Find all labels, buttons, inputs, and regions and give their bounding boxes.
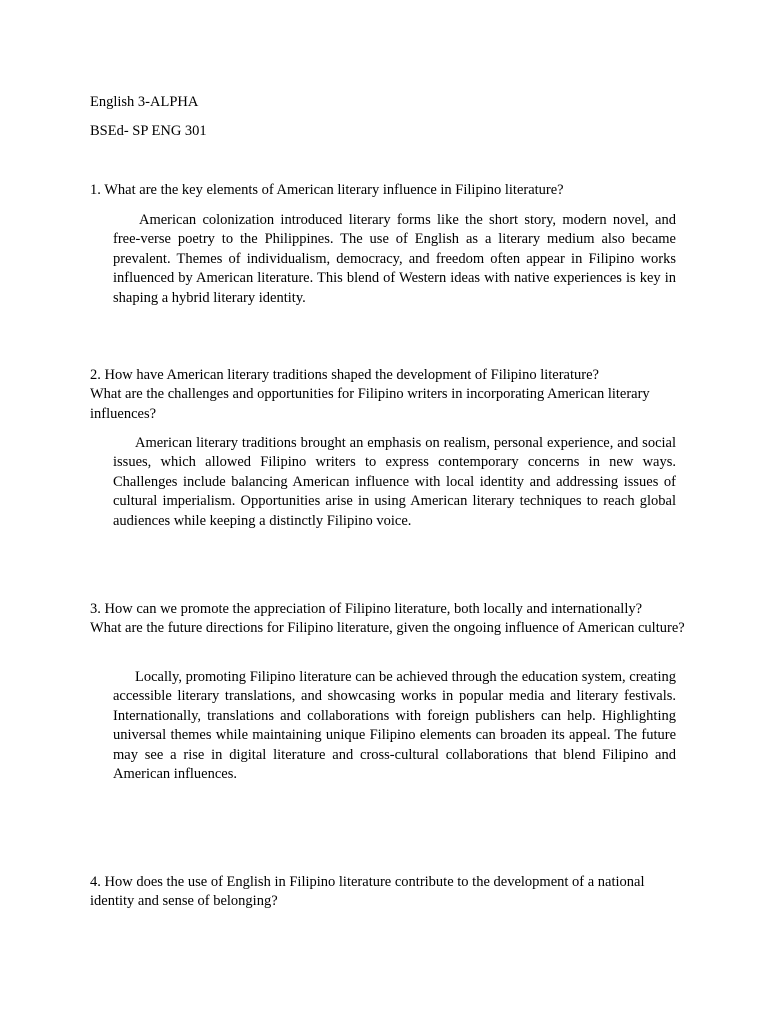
question-2 — [90, 366, 690, 424]
question-2-line-1: 2. How have American literary traditions shaped the development of Filipino literature? — [90, 367, 599, 383]
course-line: English 3-ALPHA — [90, 94, 199, 110]
answer-2: American literary traditions brought an emphasis on realism, personal experience, and social issues, which allowed Filipino writers to express contemporary concerns in new ways. Challenges include balancing American influence with local identity and addressing issues of cultural imperialism. Opportunities arise in using American literary techniques to reach global audiences while keeping a distinctly Filipino voice. — [113, 435, 676, 529]
question-3-line-1: 3. How can we promote the appreciation of Filipino literature, both locally and internationally? — [90, 601, 643, 617]
question-4 — [90, 873, 690, 912]
program-line: BSEd- SP ENG 301 — [90, 123, 207, 139]
answer-1: American colonization introduced literary forms like the short story, modern novel, and free-verse poetry to the Philippines. The use of English as a literary medium also became prevalent. Themes of individualism, democracy, and freedom often appear in Filipino works influenced by American literature. This blend of Western ideas with native experiences is key in shaping a hybrid literary identity. — [113, 212, 676, 306]
question-3-line-2: What are the future directions for Filipino literature, given the ongoing influence of American culture? — [90, 620, 685, 637]
question-4-line-1: 4. How does the use of English in Filipino literature contribute to the development of a national identity and sense of belonging? — [90, 874, 645, 910]
question-1-line-1: 1. What are the key elements of American literary influence in Filipino literature? — [90, 182, 564, 198]
answer-3: Locally, promoting Filipino literature can be achieved through the education system, creating accessible literary translations, and showcasing works in popular media and literary festivals. Internationally, translations and collaborations with foreign publishers can help. Highlighting universal themes while maintaining unique Filipino elements can broaden its appeal. The future may see a rise in digital literature and cross-cultural collaborations that blend Filipino and American influences. — [113, 669, 676, 783]
question-2-line-2: What are the challenges and opportunities for Filipino writers in incorporating American literary influences? — [90, 386, 650, 422]
question-3 — [90, 600, 690, 639]
question-1 — [90, 181, 690, 200]
